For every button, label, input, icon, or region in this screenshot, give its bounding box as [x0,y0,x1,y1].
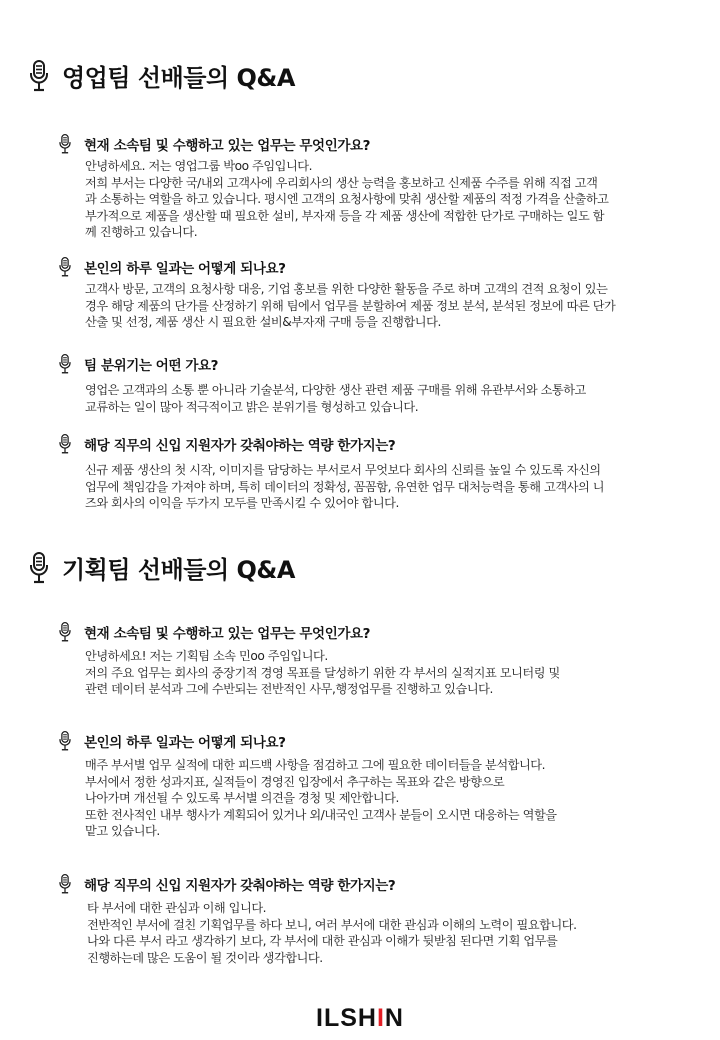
answer-line: 영업은 고객과의 소통 뿐 아니라 기술분석, 다양한 생산 관련 제품 구매를 위해 유관부서와 소통하고 [85,383,586,397]
answer-line: 교류하는 일이 많아 적극적이고 밝은 분위기를 형성하고 있습니다. [85,399,419,414]
qa-item [58,731,698,840]
question [58,257,698,277]
question-text: 해당 직무의 신입 지원자가 갖춰야하는 역량 한가지는? [84,878,396,894]
answer [58,757,698,840]
answer [58,158,698,241]
question-text: 본인의 하루 일과는 어떻게 되나요? [84,735,286,751]
answer [58,648,698,698]
answer-line: 관련 데이터 분석과 그에 수반되는 전반적인 사무,행정업무를 진행하고 있습니다. [85,682,493,696]
microphone-icon [58,731,72,751]
microphone-icon [58,622,72,642]
question-text: 본인의 하루 일과는 어떻게 되나요? [84,261,286,277]
question-text: 팀 분위기는 어떤 가요? [84,358,219,374]
answer-line: 타 부서에 대한 관심과 이해 입니다. [87,901,267,915]
question [58,434,698,454]
microphone-icon [58,257,72,277]
answer-line: 고객사 방문, 고객의 요청사항 대응, 기업 홍보를 위한 다양한 활동을 주로 하며 고객의 견적 요청이 있는 [85,282,608,296]
answer-line: 안녕하세요! 저는 기획팀 소속 민oo 주임입니다. [85,649,328,663]
answer-line: 안녕하세요. 저는 영업그룹 박oo 주임입니다. [85,159,313,173]
answer-line: 저희 부서는 다양한 국/내외 고객사에 우리회사의 생산 능력을 홍보하고 신제품 수주를 위해 직접 고객 [85,175,598,190]
logo-text-accent: I [376,1004,385,1032]
answer-line: 경우 해당 제품의 단가를 산정하기 위해 팀에서 업무를 분할하여 제품 정보 분석, 분석된 정보에 따른 단가 [85,298,616,313]
qa-item [58,257,698,331]
microphone-icon [28,552,50,584]
section-heading [28,58,295,93]
answer-line: 나와 다른 부서 라고 생각하기 보다, 각 부서에 대한 관심과 이해가 뒷받침 된다면 기획 업무를 [87,934,558,948]
answer-line: 저의 주요 업무는 회사의 중장기적 경영 목표를 달성하기 위한 각 부서의 실적지표 모니터링 및 [85,665,560,680]
microphone-icon [58,354,72,374]
question [58,354,698,374]
microphone-icon [58,134,72,154]
answer [58,382,698,415]
microphone-icon [58,434,72,454]
qa-item [58,434,698,512]
answer-line: 진행하는데 많은 도움이 될 것이라 생각합니다. [87,950,323,965]
qa-item [58,622,698,698]
qa-item [58,134,698,241]
microphone-icon [58,874,72,894]
answer-line: 즈와 회사의 이익을 두가지 모두를 만족시킬 수 있어야 합니다. [85,496,399,510]
question [58,731,698,751]
section-title: 영업팀 선배들의 Q&A [62,64,295,92]
answer-line: 맡고 있습니다. [85,824,160,838]
answer-line: 전반적인 부서에 걸친 기획업무를 하다 보니, 여러 부서에 대한 관심과 이해의 노력이 필요합니다. [87,917,577,932]
answer-line: 산출 및 선정, 제품 생산 시 필요한 설비&부자재 구매 등을 진행합니다. [85,315,441,329]
answer [58,281,698,331]
question-text: 현재 소속팀 및 수행하고 있는 업무는 무엇인가요? [84,138,371,154]
section-title: 기획팀 선배들의 Q&A [62,556,295,584]
answer-line: 부서에서 정한 성과지표, 실적들이 경영진 입장에서 추구하는 목표와 같은 방향으로 [85,774,505,789]
answer-line: 매주 부서별 업무 실적에 대한 피드백 사항을 점검하고 그에 필요한 데이터들을 분석합니다. [85,758,546,772]
answer-line: 부가적으로 제품을 생산할 때 필요한 설비, 부자재 등을 각 제품 생산에 적합한 단가로 구매하는 일도 함 [85,208,605,223]
qa-item [58,874,698,966]
logo-text-end: N [384,1004,404,1032]
question-text: 현재 소속팀 및 수행하고 있는 업무는 무엇인가요? [84,626,371,642]
logo-text-main: ILSH [316,1004,377,1032]
answer [58,462,698,512]
qa-item [58,354,698,415]
question [58,622,698,642]
answer-line: 나아가며 개선될 수 있도록 부서별 의견을 경청 및 제안합니다. [85,791,399,805]
section-heading [28,550,295,585]
ilshin-logo [0,1004,720,1033]
answer-line: 업무에 책임감을 가져야 하며, 특히 데이터의 정확성, 꼼꼼함, 유연한 업무 대처능력을 통해 고객사의 니 [85,479,605,494]
answer-line: 신규 제품 생산의 첫 시작, 이미지를 담당하는 부서로서 무엇보다 회사의 신뢰를 높일 수 있도록 자신의 [85,463,601,477]
answer [58,900,698,966]
question [58,134,698,154]
microphone-icon [28,60,50,92]
question [58,874,698,894]
answer-line: 께 진행하고 있습니다. [85,225,198,239]
question-text: 해당 직무의 신입 지원자가 갖춰야하는 역량 한가지는? [84,438,396,454]
answer-line: 과 소통하는 역할을 하고 있습니다. 평시엔 고객의 요청사항에 맞춰 생산할 제품의 적정 가격을 산출하고 [85,192,609,206]
answer-line: 또한 전사적인 내부 행사가 계획되어 있거나 외/내국인 고객사 분들이 오시면 대응하는 역할을 [85,807,557,822]
